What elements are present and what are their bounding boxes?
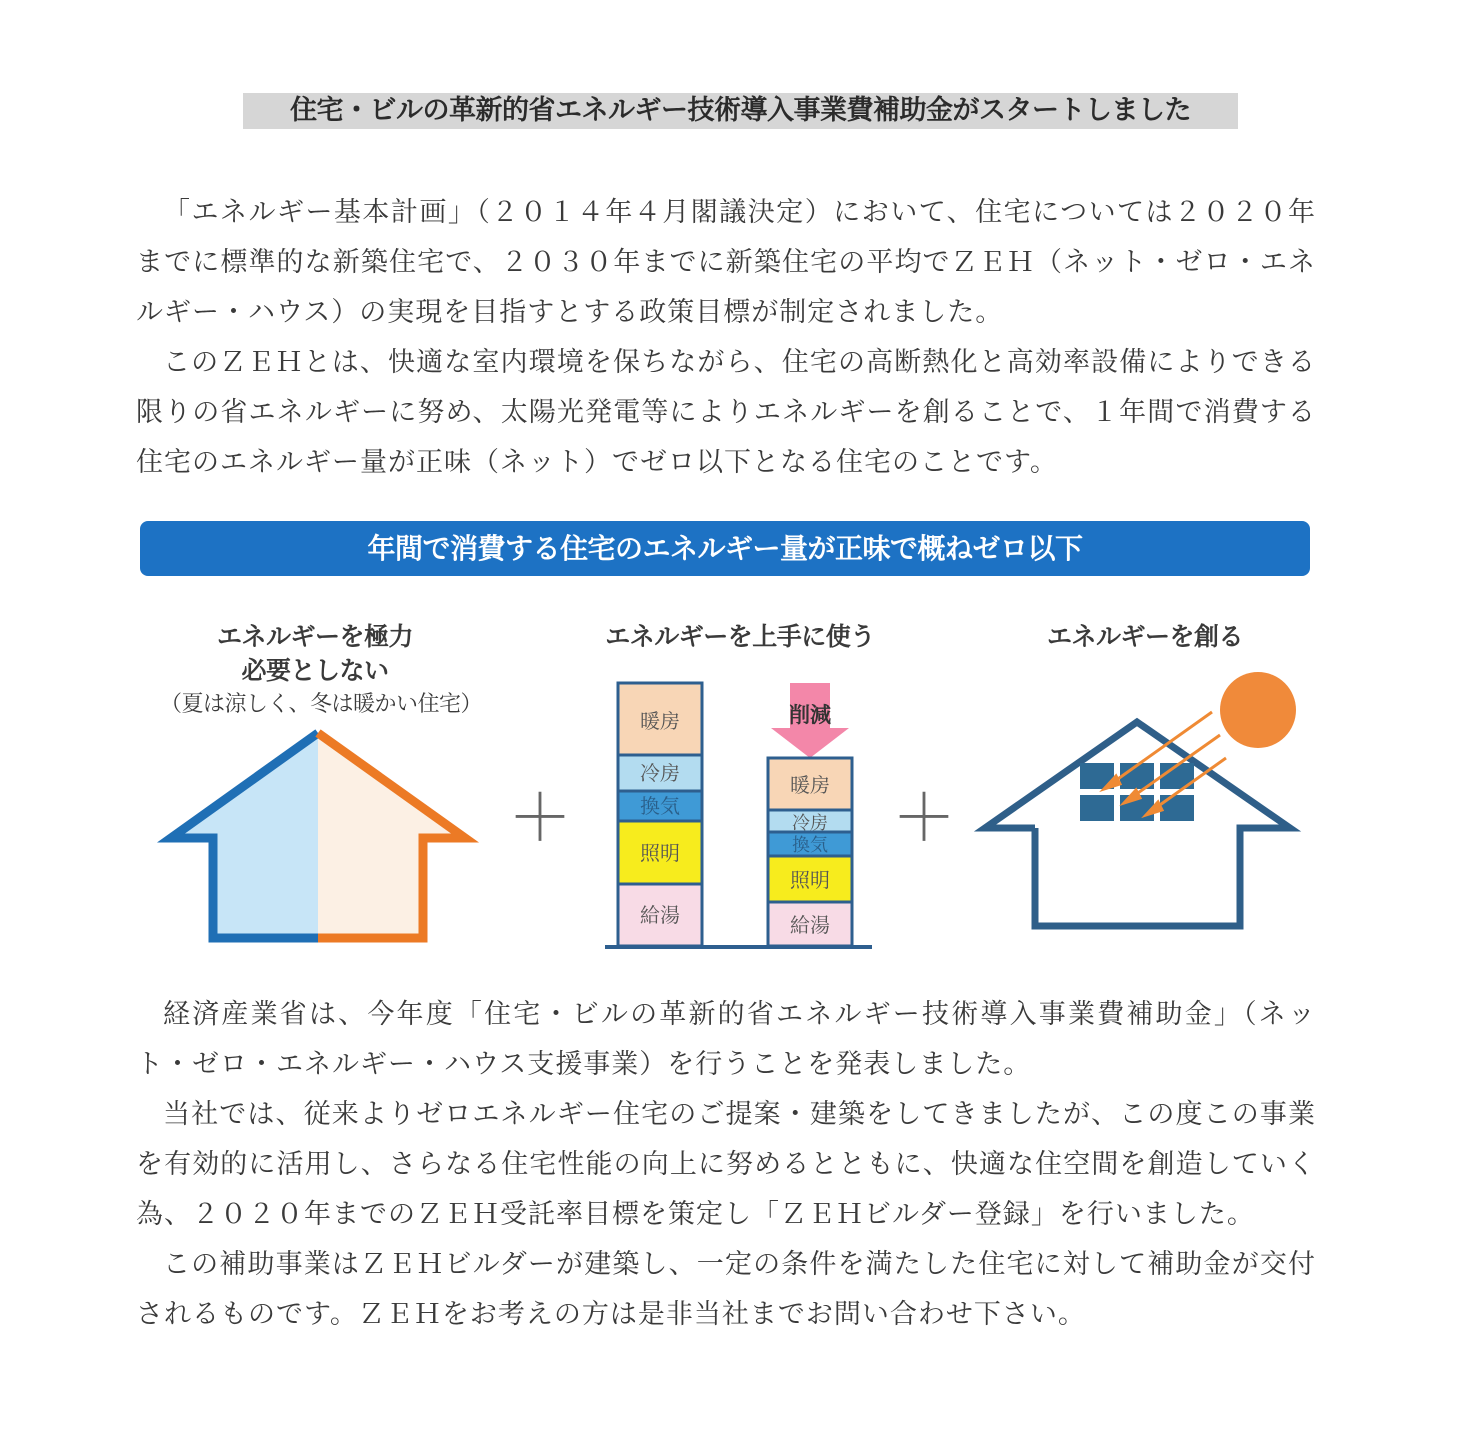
- zeh-banner: 年間で消費する住宅のエネルギー量が正味で概ねゼロ以下: [140, 521, 1310, 576]
- stack1-ventilation-label: 換気: [640, 794, 680, 818]
- stack2-hot-water-label: 給湯: [790, 913, 830, 937]
- body-paragraph-3: この補助事業はＺＥＨビルダーが建築し、一定の条件を満たした住宅に対して補助金が交付されるものです。ＺＥＨをお考えの方は是非当社までお問い合わせ下さい。: [136, 1249, 1316, 1331]
- plus-sign-2: ＋: [892, 782, 956, 856]
- stack1-heating-label: 暖房: [640, 709, 680, 733]
- energy-stack-before: [618, 683, 702, 946]
- stack1-lighting-label: 照明: [640, 841, 680, 865]
- stack2-lighting-label: 照明: [790, 868, 830, 892]
- col1-heading-line1: エネルギーを極力: [216, 622, 413, 651]
- body-paragraph-1: 経済産業省は、今年度「住宅・ビルの革新的省エネルギー技術導入事業費補助金」（ネット・ゼロ・エネルギー・ハウス支援事業）を行うことを発表しました。: [136, 999, 1316, 1081]
- body-paragraph-2: 当社では、従来よりゼロエネルギー住宅のご提案・建築をしてきましたが、この度この事業を有効的に活用し、さらなる住宅性能の向上に努めるとともに、快適な住空間を創造していく為、２０２０年までのＺＥＨ受託率目標を策定し「ＺＥＨビルダー登録」を行いました。: [136, 1099, 1316, 1231]
- intro-paragraph-1: 「エネルギー基本計画」（２０１４年４月閣議決定）において、住宅については２０２０年までに標準的な新築住宅で、２０３０年までに新築住宅の平均でＺＥＨ（ネット・ゼロ・エネルギー・ハウス）の実現を目指すとする政策目標が制定されました。: [136, 197, 1316, 329]
- reduction-label: 削減: [789, 703, 831, 727]
- page-title: 住宅・ビルの革新的省エネルギー技術導入事業費補助金がスタートしました: [243, 93, 1238, 129]
- energy-stack-after: [768, 758, 852, 946]
- reduction-arrow-icon: [771, 683, 849, 758]
- col3-heading: エネルギーを創る: [1046, 622, 1243, 651]
- col1-heading-line2: 必要としない: [241, 656, 389, 685]
- plus-sign-1: ＋: [508, 782, 572, 856]
- sun-icon: [1220, 672, 1296, 748]
- solar-house-icon: [985, 672, 1296, 926]
- stack1-hot-water-label: 給湯: [640, 903, 680, 927]
- stack2-heating-label: 暖房: [790, 773, 830, 797]
- col2-heading: エネルギーを上手に使う: [605, 622, 875, 651]
- stack2-ventilation-label: 換気: [792, 835, 828, 856]
- col1-subheading: （夏は涼しく、冬は暖かい住宅）: [160, 692, 483, 717]
- insulated-house-icon: [171, 733, 465, 938]
- stack2-cooling-label: 冷房: [792, 813, 828, 834]
- stack1-cooling-label: 冷房: [640, 761, 680, 785]
- intro-paragraph-2: このＺＥＨとは、快適な室内環境を保ちながら、住宅の高断熱化と高効率設備によりできる限りの省エネルギーに努め、太陽光発電等によりエネルギーを創ることで、１年間で消費する住宅のエネルギー量が正味（ネット）でゼロ以下となる住宅のことです。: [136, 347, 1316, 479]
